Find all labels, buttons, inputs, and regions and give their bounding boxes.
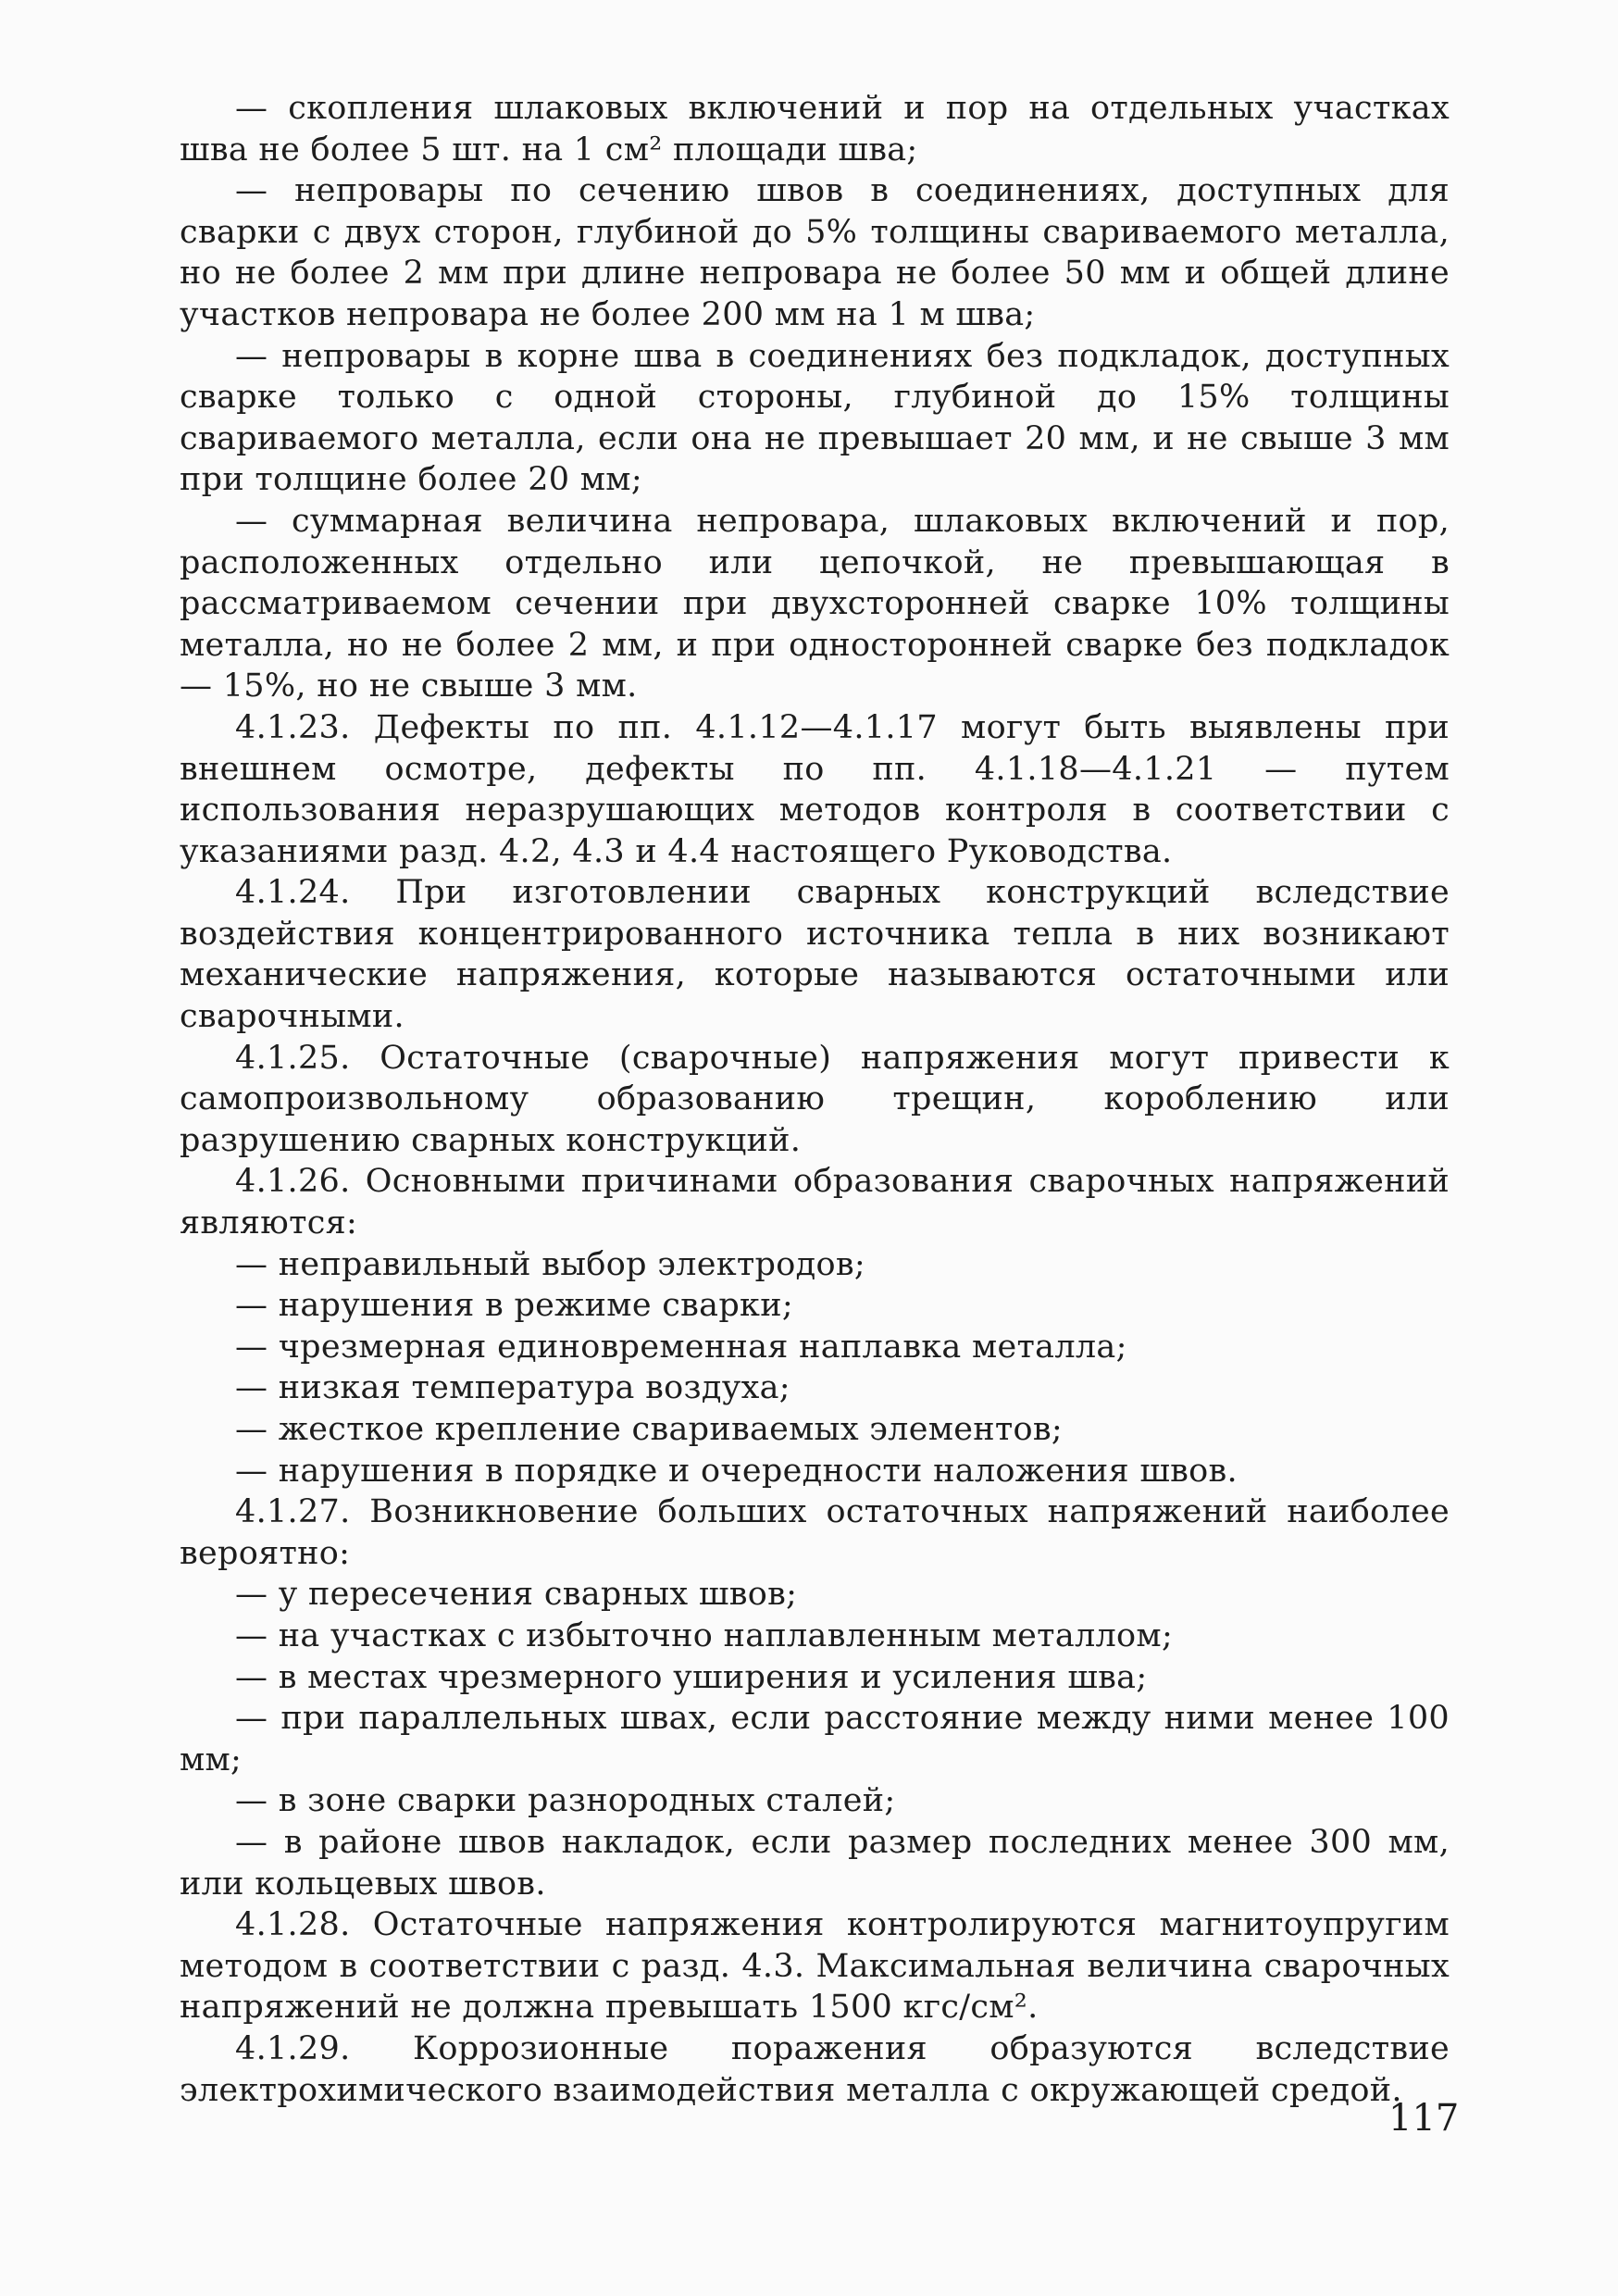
paragraph-4-1-24: 4.1.24. При изготовлении сварных конструкций вследствие воздействия концентрированного источника тепла в них возникают механические напряжения, которые называются остаточными или сварочными.: [180, 874, 1450, 1036]
list-item-excessive-deposit: — чрезмерная единовременная наплавка металла;: [235, 1328, 1127, 1366]
list-item-dissimilar-steels: — в зоне сварки разнородных сталей;: [235, 1782, 896, 1820]
list-item-seam-intersection: — у пересечения сварных швов;: [235, 1576, 798, 1614]
list-item-parallel-seams: — при параллельных швах, если расстояние между ними менее 100 мм;: [180, 1700, 1450, 1778]
paragraph-total-defects: — суммарная величина непровара, шлаковых включений и пор, расположенных отдельно или цепочкой, не превышающая в рассматриваемом сечении при двухсторонней сварке 10% толщины металла, но не более 2 мм, и при односторонней сварке без подкладок — 15%, но не свыше 3 мм.: [180, 502, 1450, 705]
list-item-welding-mode: — нарушения в режиме сварки;: [235, 1287, 793, 1325]
paragraph-slag-inclusions: — скопления шлаковых включений и пор на отдельных участках шва не более 5 шт. на 1 см² площади шва;: [180, 90, 1450, 168]
paragraph-root-lack-of-fusion: — непровары в корне шва в соединениях без подкладок, доступных сварке только с одной стороны, глубиной до 15% толщины свариваемого металла, если она не превышает 20 мм, и не свыше 3 мм при толщине более 20 мм;: [180, 337, 1450, 499]
list-item-excess-metal: — на участках с избыточно наплавленным металлом;: [235, 1616, 1174, 1654]
list-item-overlay-seams: — в районе швов накладок, если размер последних менее 300 мм, или кольцевых швов.: [180, 1823, 1450, 1903]
paragraph-double-side-lack-of-fusion: — непровары по сечению швов в соединениях, доступных для сварки с двух сторон, глубиной до 5% толщины свариваемого металла, но не более 2 мм при длине непровара не более 50 мм и общей длине участков непровара не более 200 мм на 1 м шва;: [180, 172, 1450, 333]
paragraph-4-1-26: 4.1.26. Основными причинами образования сварочных напряжений являются:: [180, 1163, 1450, 1242]
paragraph-4-1-28: 4.1.28. Остаточные напряжения контролируются магнитоупругим методом в соответствии с разд. 4.3. Максимальная величина сварочных напряжений не должна превышать 1500 кгс/см².: [180, 1906, 1450, 2027]
paragraph-4-1-23: 4.1.23. Дефекты по пп. 4.1.12—4.1.17 могут быть выявлены при внешнем осмотре, дефекты по пп. 4.1.18—4.1.21 — путем использования неразрушающих методов контроля в соответствии с указаниями разд. 4.2, 4.3 и 4.4 настоящего Руководства.: [180, 708, 1450, 870]
list-item-electrodes: — неправильный выбор электродов;: [235, 1245, 865, 1283]
list-item-low-temperature: — низкая температура воздуха;: [235, 1369, 790, 1407]
page-body: [180, 88, 1450, 2111]
page-number: 117: [1388, 2097, 1460, 2140]
list-item-seam-order: — нарушения в порядке и очередности наложения швов.: [235, 1452, 1238, 1490]
paragraph-4-1-25: 4.1.25. Остаточные (сварочные) напряжения могут привести к самопроизвольному образованию трещин, короблению или разрушению сварных конструкций.: [180, 1039, 1450, 1159]
list-item-rigid-fixing: — жесткое крепление свариваемых элементов;: [235, 1411, 1064, 1448]
paragraph-4-1-29: 4.1.29. Коррозионные поражения образуются вследствие электрохимического взаимодействия металла с окружающей средой.: [180, 2029, 1450, 2109]
paragraph-4-1-27: 4.1.27. Возникновение больших остаточных напряжений наиболее вероятно:: [180, 1493, 1450, 1572]
list-item-seam-widening: — в местах чрезмерного уширения и усиления шва;: [235, 1658, 1148, 1696]
